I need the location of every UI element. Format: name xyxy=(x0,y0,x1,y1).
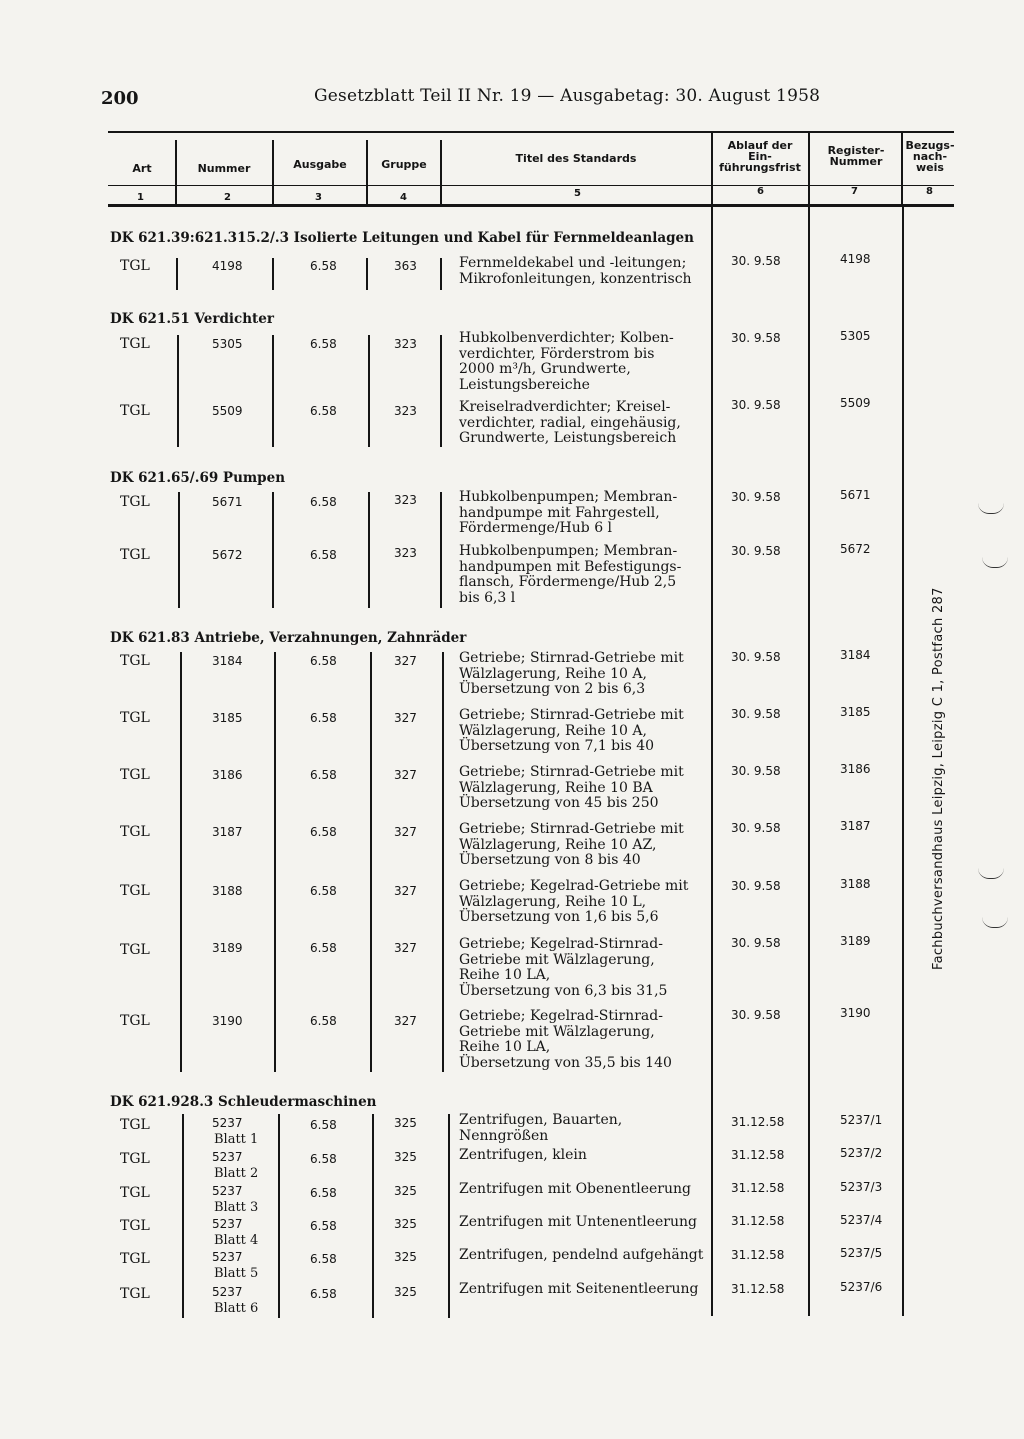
titel-cell: Getriebe; Stirnrad-Getriebe mit Wälzlagerung, Reihe 10 AZ, Übersetzung von 8 bis 40 xyxy=(459,821,684,868)
col-header-bezug: Bezugs- nach- weis xyxy=(905,139,955,174)
frist-cell: 30. 9.58 xyxy=(731,398,781,412)
column-rule xyxy=(711,206,713,1316)
register-cell: 3187 xyxy=(840,819,871,833)
titel-cell: Zentrifugen mit Obenentleerung xyxy=(459,1181,691,1197)
column-stroke xyxy=(178,492,180,608)
column-stroke xyxy=(366,258,368,290)
ausgabe-cell: 6.58 xyxy=(310,1252,337,1266)
nummer-cell: 3184 xyxy=(212,654,243,668)
art-cell: TGL xyxy=(120,710,150,726)
blatt-cell: Blatt 5 xyxy=(214,1266,259,1281)
col-header-gruppe: Gruppe xyxy=(381,158,427,171)
art-cell: TGL xyxy=(120,653,150,669)
page-number: 200 xyxy=(101,88,139,109)
section-heading: DK 621.83 Antriebe, Verzahnungen, Zahnräder xyxy=(110,630,467,646)
titel-cell: Kreiselradverdichter; Kreisel- verdichter, radial, eingehäusig, Grundwerte, Leistungsbereich xyxy=(459,399,681,446)
titel-cell: Hubkolbenpumpen; Membran- handpumpe mit Fahrgestell, Fördermenge/Hub 6 l xyxy=(459,489,678,536)
titel-cell: Zentrifugen, klein xyxy=(459,1147,587,1163)
titel-cell: Getriebe; Kegelrad-Getriebe mit Wälzlagerung, Reihe 10 L, Übersetzung von 1,6 bis 5,6 xyxy=(459,878,689,925)
frist-cell: 31.12.58 xyxy=(731,1248,785,1262)
frist-cell: 30. 9.58 xyxy=(731,764,781,778)
col-header-frist: Ablauf der Ein- führungsfrist xyxy=(719,139,801,174)
titel-cell: Fernmeldekabel und -leitungen; Mikrofonleitungen, konzentrisch xyxy=(459,255,692,287)
header-bottom-rule xyxy=(108,204,954,207)
col-number: 6 xyxy=(757,186,764,197)
column-stroke xyxy=(272,492,274,608)
column-stroke xyxy=(442,652,444,1072)
col-header-nummer: Nummer xyxy=(197,162,251,175)
ausgabe-cell: 6.58 xyxy=(310,941,337,955)
frist-cell: 30. 9.58 xyxy=(731,544,781,558)
art-cell: TGL xyxy=(120,1286,150,1302)
column-stroke xyxy=(368,335,370,447)
blatt-cell: Blatt 2 xyxy=(214,1166,259,1181)
gruppe-cell: 327 xyxy=(394,654,417,668)
nummer-cell: 5237 xyxy=(212,1250,243,1264)
ausgabe-cell: 6.58 xyxy=(310,711,337,725)
col-number: 8 xyxy=(926,186,933,197)
gruppe-cell: 325 xyxy=(394,1116,417,1130)
titel-cell: Getriebe; Kegelrad-Stirnrad- Getriebe mit Wälzlagerung, Reihe 10 LA, Übersetzung von 6,3 bis 31,5 xyxy=(459,936,668,999)
frist-cell: 31.12.58 xyxy=(731,1181,785,1195)
frist-cell: 30. 9.58 xyxy=(731,254,781,268)
ausgabe-cell: 6.58 xyxy=(310,337,337,351)
ausgabe-cell: 6.58 xyxy=(310,1014,337,1028)
binding-mark xyxy=(982,917,1008,928)
register-cell: 5509 xyxy=(840,396,871,410)
register-cell: 5237/3 xyxy=(840,1180,883,1194)
register-cell: 3189 xyxy=(840,934,871,948)
register-cell: 5237/5 xyxy=(840,1246,883,1260)
column-stroke xyxy=(177,335,179,447)
column-stroke xyxy=(274,652,276,1072)
nummer-cell: 5305 xyxy=(212,337,243,351)
titel-cell: Getriebe; Stirnrad-Getriebe mit Wälzlagerung, Reihe 10 BA Übersetzung von 45 bis 250 xyxy=(459,764,684,811)
register-cell: 5237/2 xyxy=(840,1146,883,1160)
nummer-cell: 5509 xyxy=(212,404,243,418)
col-number: 4 xyxy=(400,192,407,203)
side-imprint: Fachbuchversandhaus Leipzig, Leipzig C 1, Postfach 287 xyxy=(931,587,946,970)
nummer-cell: 3185 xyxy=(212,711,243,725)
ausgabe-cell: 6.58 xyxy=(310,1219,337,1233)
gruppe-cell: 323 xyxy=(394,404,417,418)
gruppe-cell: 327 xyxy=(394,825,417,839)
column-stroke xyxy=(272,258,274,290)
ausgabe-cell: 6.58 xyxy=(310,1152,337,1166)
titel-cell: Hubkolbenverdichter; Kolben- verdichter, Förderstrom bis 2000 m³/h, Grundwerte, Leistungsbereiche xyxy=(459,330,674,393)
gruppe-cell: 327 xyxy=(394,1014,417,1028)
column-stroke xyxy=(370,652,372,1072)
art-cell: TGL xyxy=(120,494,150,510)
section-heading: DK 621.928.3 Schleudermaschinen xyxy=(110,1094,377,1110)
titel-cell: Hubkolbenpumpen; Membran- handpumpen mit Befestigungs- flansch, Fördermenge/Hub 2,5 bis 6,3 l xyxy=(459,543,682,606)
nummer-cell: 5237 xyxy=(212,1150,243,1164)
header-mid-rule xyxy=(108,185,954,186)
gruppe-cell: 327 xyxy=(394,768,417,782)
blatt-cell: Blatt 4 xyxy=(214,1233,259,1248)
register-cell: 5237/6 xyxy=(840,1280,883,1294)
ausgabe-cell: 6.58 xyxy=(310,404,337,418)
titel-cell: Zentrifugen mit Untenentleerung xyxy=(459,1214,697,1230)
col-header-ausgabe: Ausgabe xyxy=(293,158,347,171)
register-cell: 5305 xyxy=(840,329,871,343)
frist-cell: 31.12.58 xyxy=(731,1282,785,1296)
section-heading: DK 621.65/.69 Pumpen xyxy=(110,470,286,486)
col-number: 5 xyxy=(574,188,581,199)
col-header-titel: Titel des Standards xyxy=(515,152,637,165)
column-stroke xyxy=(440,258,442,290)
titel-cell: Getriebe; Stirnrad-Getriebe mit Wälzlagerung, Reihe 10 A, Übersetzung von 2 bis 6,3 xyxy=(459,650,684,697)
column-stroke xyxy=(176,258,178,290)
register-cell: 5672 xyxy=(840,542,871,556)
frist-cell: 30. 9.58 xyxy=(731,707,781,721)
frist-cell: 31.12.58 xyxy=(731,1214,785,1228)
column-stroke xyxy=(278,1114,280,1318)
binding-mark xyxy=(978,503,1004,514)
header-divider xyxy=(366,140,368,206)
register-cell: 5237/1 xyxy=(840,1113,883,1127)
art-cell: TGL xyxy=(120,1185,150,1201)
column-stroke xyxy=(440,335,442,447)
titel-cell: Zentrifugen, Bauarten, Nenngrößen xyxy=(459,1112,623,1144)
gruppe-cell: 323 xyxy=(394,337,417,351)
frist-cell: 30. 9.58 xyxy=(731,936,781,950)
header-divider xyxy=(808,132,810,206)
column-stroke xyxy=(182,1114,184,1318)
ausgabe-cell: 6.58 xyxy=(310,1118,337,1132)
ausgabe-cell: 6.58 xyxy=(310,654,337,668)
nummer-cell: 3189 xyxy=(212,941,243,955)
art-cell: TGL xyxy=(120,1251,150,1267)
frist-cell: 31.12.58 xyxy=(731,1115,785,1129)
col-number: 7 xyxy=(851,186,858,197)
col-number: 2 xyxy=(224,192,231,203)
ausgabe-cell: 6.58 xyxy=(310,548,337,562)
frist-cell: 30. 9.58 xyxy=(731,1008,781,1022)
nummer-cell: 5237 xyxy=(212,1285,243,1299)
nummer-cell: 4198 xyxy=(212,259,243,273)
ausgabe-cell: 6.58 xyxy=(310,825,337,839)
titel-cell: Getriebe; Kegelrad-Stirnrad- Getriebe mit Wälzlagerung, Reihe 10 LA, Übersetzung von 35,5 bis 140 xyxy=(459,1008,672,1071)
register-cell: 4198 xyxy=(840,252,871,266)
ausgabe-cell: 6.58 xyxy=(310,495,337,509)
gruppe-cell: 325 xyxy=(394,1150,417,1164)
gruppe-cell: 323 xyxy=(394,546,417,560)
art-cell: TGL xyxy=(120,403,150,419)
frist-cell: 30. 9.58 xyxy=(731,490,781,504)
gruppe-cell: 323 xyxy=(394,493,417,507)
ausgabe-cell: 6.58 xyxy=(310,768,337,782)
ausgabe-cell: 6.58 xyxy=(310,1186,337,1200)
nummer-cell: 3186 xyxy=(212,768,243,782)
col-number: 1 xyxy=(137,192,144,203)
register-cell: 5671 xyxy=(840,488,871,502)
titel-cell: Zentrifugen, pendelnd aufgehängt xyxy=(459,1247,704,1263)
col-number: 3 xyxy=(315,192,322,203)
titel-cell: Zentrifugen mit Seitenentleerung xyxy=(459,1281,699,1297)
art-cell: TGL xyxy=(120,824,150,840)
frist-cell: 30. 9.58 xyxy=(731,650,781,664)
column-stroke xyxy=(368,492,370,608)
art-cell: TGL xyxy=(120,767,150,783)
nummer-cell: 5237 xyxy=(212,1217,243,1231)
section-heading: DK 621.39:621.315.2/.3 Isolierte Leitungen und Kabel für Fernmeldeanlagen xyxy=(110,230,694,246)
art-cell: TGL xyxy=(120,1013,150,1029)
gruppe-cell: 325 xyxy=(394,1250,417,1264)
ausgabe-cell: 6.58 xyxy=(310,259,337,273)
frist-cell: 31.12.58 xyxy=(731,1148,785,1162)
header-divider xyxy=(711,132,713,206)
register-cell: 3188 xyxy=(840,877,871,891)
column-stroke xyxy=(440,492,442,608)
titel-cell: Getriebe; Stirnrad-Getriebe mit Wälzlagerung, Reihe 10 A, Übersetzung von 7,1 bis 40 xyxy=(459,707,684,754)
nummer-cell: 5237 xyxy=(212,1116,243,1130)
register-cell: 3185 xyxy=(840,705,871,719)
ausgabe-cell: 6.58 xyxy=(310,1287,337,1301)
gruppe-cell: 363 xyxy=(394,259,417,273)
art-cell: TGL xyxy=(120,258,150,274)
nummer-cell: 3188 xyxy=(212,884,243,898)
frist-cell: 30. 9.58 xyxy=(731,821,781,835)
col-header-art: Art xyxy=(132,162,152,175)
art-cell: TGL xyxy=(120,942,150,958)
art-cell: TGL xyxy=(120,1151,150,1167)
register-cell: 3190 xyxy=(840,1006,871,1020)
header-divider xyxy=(272,140,274,206)
nummer-cell: 5671 xyxy=(212,495,243,509)
register-cell: 3184 xyxy=(840,648,871,662)
art-cell: TGL xyxy=(120,336,150,352)
blatt-cell: Blatt 6 xyxy=(214,1301,259,1316)
binding-mark xyxy=(982,557,1008,568)
art-cell: TGL xyxy=(120,547,150,563)
column-stroke xyxy=(448,1114,450,1318)
section-heading: DK 621.51 Verdichter xyxy=(110,311,274,327)
binding-mark xyxy=(978,868,1004,879)
frist-cell: 30. 9.58 xyxy=(731,331,781,345)
register-cell: 3186 xyxy=(840,762,871,776)
gruppe-cell: 327 xyxy=(394,711,417,725)
nummer-cell: 3190 xyxy=(212,1014,243,1028)
art-cell: TGL xyxy=(120,1117,150,1133)
nummer-cell: 5237 xyxy=(212,1184,243,1198)
col-header-register: Register- Nummer xyxy=(827,144,885,168)
gruppe-cell: 327 xyxy=(394,941,417,955)
header-top-rule xyxy=(108,131,954,133)
column-stroke xyxy=(180,652,182,1072)
nummer-cell: 5672 xyxy=(212,548,243,562)
art-cell: TGL xyxy=(120,883,150,899)
gruppe-cell: 325 xyxy=(394,1184,417,1198)
blatt-cell: Blatt 3 xyxy=(214,1200,259,1215)
art-cell: TGL xyxy=(120,1218,150,1234)
column-rule xyxy=(808,206,810,1316)
gruppe-cell: 325 xyxy=(394,1217,417,1231)
gruppe-cell: 325 xyxy=(394,1285,417,1299)
register-cell: 5237/4 xyxy=(840,1213,883,1227)
column-rule xyxy=(902,206,904,1316)
gruppe-cell: 327 xyxy=(394,884,417,898)
header-divider xyxy=(440,140,442,206)
ausgabe-cell: 6.58 xyxy=(310,884,337,898)
nummer-cell: 3187 xyxy=(212,825,243,839)
frist-cell: 30. 9.58 xyxy=(731,879,781,893)
running-head: Gesetzblatt Teil II Nr. 19 — Ausgabetag: 30. August 1958 xyxy=(314,86,821,106)
column-stroke xyxy=(272,335,274,447)
column-stroke xyxy=(372,1114,374,1318)
blatt-cell: Blatt 1 xyxy=(214,1132,259,1147)
